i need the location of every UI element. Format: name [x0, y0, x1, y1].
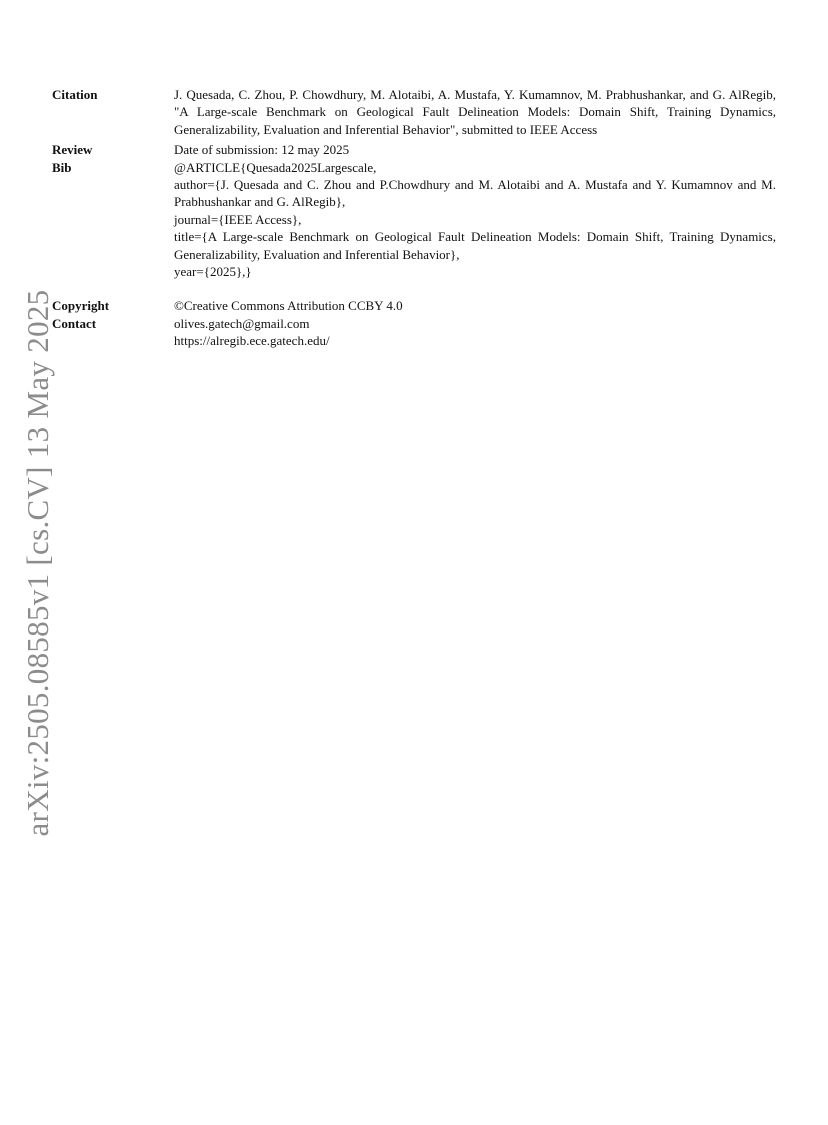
bib-label: Bib	[52, 159, 72, 175]
front-matter-entries	[52, 86, 776, 350]
citation-label: Citation	[52, 87, 98, 102]
contact-text	[174, 315, 776, 350]
review-text: Date of submission: 12 may 2025	[174, 142, 350, 158]
review-label: Review	[52, 142, 93, 158]
review-entry	[52, 141, 776, 158]
bib-line-article: @ARTICLE{Quesada2025Largescale,	[174, 159, 377, 175]
copyright-text: ©Creative Commons Attribution CCBY 4.0	[174, 298, 403, 314]
contact-entry	[52, 315, 776, 350]
contact-email[interactable]: olives.gatech@gmail.com	[174, 315, 310, 331]
arxiv-identifier-stamp: arXiv:2505.08585v1 [cs.CV] 13 May 2025	[20, 289, 55, 837]
bib-line-year: year={2025},}	[174, 264, 252, 280]
contact-website-link[interactable]: https://alregib.ece.gatech.edu/	[174, 333, 330, 349]
citation-text: J. Quesada, C. Zhou, P. Chowdhury, M. Alotaibi, A. Mustafa, Y. Kumamnov, M. Prabhushankar, and G. AlRegib, "A Large-scale Benchmark on Geological Fault Delineation Models: Domain Shift, Training Dynamics, Generalizability, Evaluation and Inferential Behavior", submitted to IEEE Access	[174, 87, 776, 137]
copyright-entry	[52, 297, 776, 314]
copyright-label: Copyright	[52, 298, 110, 314]
bib-entry	[52, 159, 776, 281]
bib-text	[174, 159, 776, 281]
bib-line-author: author={J. Quesada and C. Zhou and P.Chowdhury and M. Alotaibi and A. Mustafa and Y. Kumamnov and M. Prabhushankar and G. AlRegib},	[174, 177, 776, 210]
bib-line-journal: journal={IEEE Access},	[174, 211, 302, 227]
citation-entry	[52, 86, 776, 138]
bib-line-title: title={A Large-scale Benchmark on Geological Fault Delineation Models: Domain Shift, Training Dynamics, Generalizability, Evaluation and Inferential Behavior},	[174, 229, 776, 262]
contact-label: Contact	[52, 315, 97, 331]
